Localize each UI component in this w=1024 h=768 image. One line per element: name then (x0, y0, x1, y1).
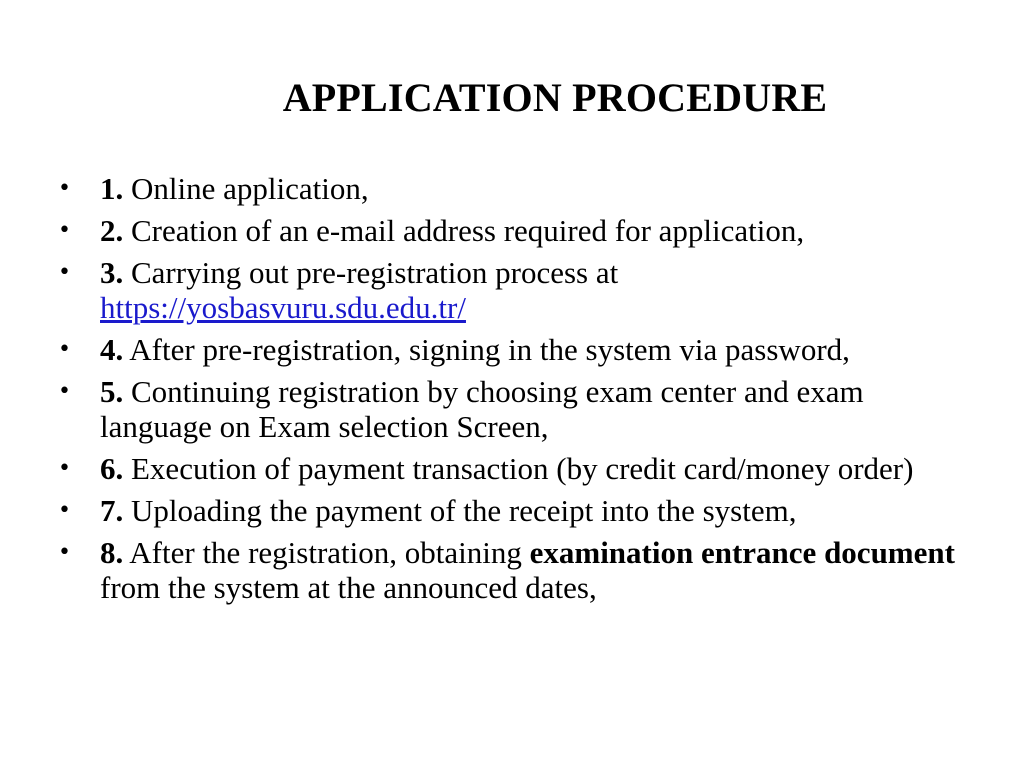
step-number: 5. (100, 374, 124, 409)
step-number: 6. (100, 451, 124, 486)
step-number: 7. (100, 493, 124, 528)
list-item (56, 213, 956, 248)
bullet-icon: • (58, 379, 71, 404)
step-number: 1. (100, 171, 124, 206)
step-text: Continuing registration by choosing exam center and exam language on Exam selection Screen, (100, 374, 864, 444)
step-text: After the registration, obtaining (123, 535, 530, 570)
procedure-list (56, 171, 956, 612)
step-text: Online application, (123, 171, 369, 206)
step-text-after: from the system at the announced dates, (100, 570, 597, 605)
list-item (56, 451, 956, 486)
list-item (56, 374, 956, 444)
bullet-icon: • (58, 260, 71, 285)
step-text: Uploading the payment of the receipt into the system, (123, 493, 797, 528)
list-item (56, 171, 956, 206)
page-title: APPLICATION PROCEDURE (282, 75, 828, 120)
bullet-icon: • (58, 540, 71, 565)
step-number: 4. (100, 332, 124, 367)
step-text: Carrying out pre-registration process at (123, 255, 619, 290)
step-text: After pre-registration, signing in the system via password, (123, 332, 850, 367)
step-number: 3. (100, 255, 124, 290)
step-text: Execution of payment transaction (by credit card/money order) (123, 451, 914, 486)
registration-link[interactable]: https://yosbasvuru.sdu.edu.tr/ (100, 290, 466, 325)
list-item (56, 535, 956, 605)
bullet-icon: • (58, 456, 71, 481)
list-item (56, 255, 956, 325)
list-item (56, 493, 956, 528)
bullet-icon: • (58, 176, 71, 201)
step-number: 2. (100, 213, 124, 248)
list-item (56, 332, 956, 367)
bullet-icon: • (58, 337, 71, 362)
bullet-icon: • (58, 218, 71, 243)
bullet-icon: • (58, 498, 71, 523)
step-number: 8. (100, 535, 124, 570)
step-bold-text: examination entrance document (529, 535, 955, 570)
step-text: Creation of an e-mail address required for application, (123, 213, 805, 248)
